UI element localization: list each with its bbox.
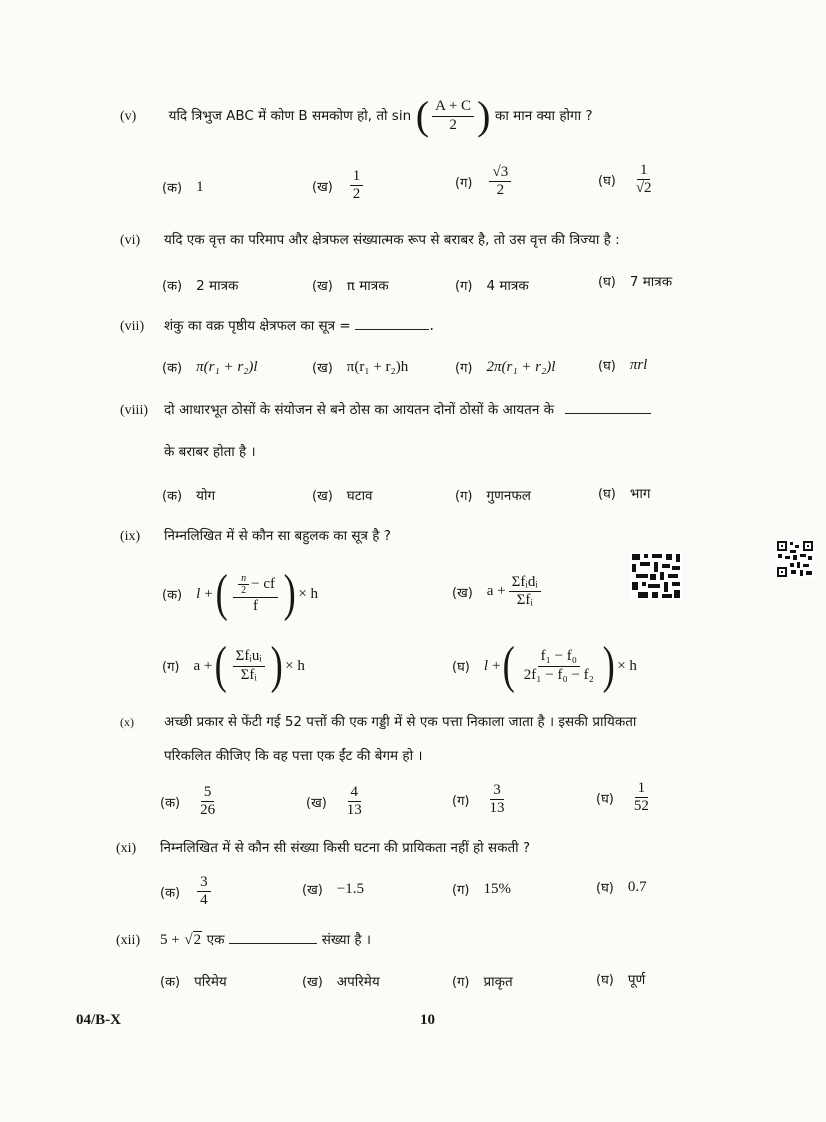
option-b[interactable]: (ख) $\frac{4}{13}$ (306, 784, 362, 819)
option-a[interactable]: (क) l + ( $\frac{n}{2}$ − cf f ) × h (162, 565, 319, 622)
question-number: (vii) (120, 319, 145, 334)
option-c[interactable]: (ग) गुणनफल (455, 488, 531, 504)
answer-blank (565, 413, 651, 414)
question-6 (120, 230, 620, 249)
question-text: निम्नलिखित में से कौन सी संख्या किसी घटना की प्रायिकता नहीं हो सकती ? (160, 840, 531, 856)
question-8 (120, 400, 651, 419)
question-text: निम्नलिखित में से कौन सा बहुलक का सूत्र है ? (164, 528, 391, 544)
page-number: 10 (420, 1012, 435, 1028)
question-text: अच्छी प्रकार से फेंटी गई 52 पत्तों की एक गड्डी में से एक पत्ता निकाला जाता है । इसकी प्रायिकता (164, 714, 637, 730)
option-d[interactable]: (घ) 0.7 (596, 878, 647, 896)
option-d[interactable]: (घ) l + ( $\frac{\text{f₁ − f₀}}{\text{2f₁ − f₀ − f₂}}$ ) × h (452, 637, 637, 694)
option-c[interactable]: (ग) $\frac{3}{13}$ (452, 782, 505, 817)
option-d[interactable]: (घ) πrl (598, 356, 648, 374)
question-number: (vi) (120, 233, 141, 248)
option-c[interactable]: (ग) प्राकृत (452, 974, 513, 990)
option-a[interactable]: (क) 2 मात्रक (162, 278, 239, 294)
option-b[interactable]: (ख) π मात्रक (312, 278, 389, 294)
option-c[interactable]: (ग) a + ( $\frac{\text{Σfᵢuᵢ}}{\text{Σfᵢ}}$ ) × h (162, 637, 305, 694)
qr-code-icon (776, 540, 814, 578)
question-text: शंकु का वक्र पृष्ठीय क्षेत्रफल का सूत्र = (164, 318, 351, 334)
qr-code-icon (630, 552, 682, 600)
question-8-line2: के बराबर होता है । (164, 444, 256, 460)
option-d[interactable]: (घ) $\frac{1}{√2}$ (598, 162, 652, 197)
question-5: (v) यदि त्रिभुज ABC में कोण B समकोण हो, तो sin ( $\frac{A + C}{2}$ ) का मान क्या होगा ? (120, 93, 593, 138)
option-d[interactable]: (घ) $\frac{1}{52}$ (596, 780, 649, 815)
option-c[interactable]: (ग) 4 मात्रक (455, 278, 529, 294)
question-number: (xi) (116, 841, 137, 856)
paper-code: 04/B-X (76, 1012, 121, 1028)
question-10 (120, 712, 636, 730)
answer-blank (229, 943, 317, 944)
question-number: (viii) (120, 403, 148, 418)
question-12: (xii) 5 + √2 एक संख्या है । (116, 932, 371, 948)
option-a[interactable]: (क) π(r₁ + r₂)l (162, 358, 258, 376)
square-root: √2 (184, 932, 202, 948)
answer-blank (355, 329, 429, 330)
option-a[interactable]: (क) 1 (162, 178, 204, 196)
question-number: (ix) (120, 529, 141, 544)
option-c[interactable]: (ग) $\frac{√3}{2}$ (455, 164, 514, 200)
option-d[interactable]: (घ) 7 मात्रक (598, 274, 673, 290)
option-b[interactable]: (ख) −1.5 (302, 880, 364, 898)
question-7: (vii) शंकु का वक्र पृष्ठीय क्षेत्रफल का सूत्र = . (120, 318, 434, 334)
question-number: (v) (120, 109, 137, 124)
option-b[interactable]: (ख) अपरिमेय (302, 974, 380, 990)
question-number: (xii) (116, 933, 141, 948)
option-c[interactable]: (ग) 15% (452, 880, 511, 898)
option-d[interactable]: (घ) पूर्ण (596, 972, 646, 988)
question-text: दो आधारभूत ठोसों के संयोजन से बने ठोस का आयतन दोनों ठोसों के आयतन के (164, 402, 554, 418)
option-b[interactable]: (ख) a + $\frac{\text{Σfᵢdᵢ}}{\text{Σfᵢ}}$ (452, 574, 544, 610)
option-a[interactable]: (क) $\frac{3}{4}$ (160, 874, 214, 910)
question-text: यदि त्रिभुज ABC में कोण B समकोण हो, तो sin (168, 108, 412, 124)
option-a[interactable]: (क) परिमेय (160, 974, 227, 990)
question-11 (116, 838, 530, 857)
fraction: $\frac{A + C}{2}$ (432, 98, 474, 134)
question-9 (120, 526, 391, 545)
option-a[interactable]: (क) $\frac{5}{26}$ (160, 784, 216, 819)
option-a[interactable]: (क) योग (162, 488, 216, 504)
question-text: यदि एक वृत्त का परिमाप और क्षेत्रफल संख्यात्मक रूप से बराबर है, तो उस वृत्त की त्रिज्या है : (164, 232, 620, 248)
option-b[interactable]: (ख) $\frac{1}{2}$ (312, 168, 366, 204)
option-c[interactable]: (ग) 2π(r₁ + r₂)l (455, 358, 556, 376)
option-b[interactable]: (ख) घटाव (312, 488, 373, 504)
option-b[interactable]: (ख) π(r₁ + r₂)h (312, 358, 409, 376)
question-number: (x) (120, 715, 134, 729)
question-10-line2: परिकलित कीजिए कि वह पत्ता एक ईंट की बेगम हो । (164, 748, 423, 764)
question-text-end: का मान क्या होगा ? (495, 108, 593, 124)
option-d[interactable]: (घ) भाग (598, 486, 651, 502)
